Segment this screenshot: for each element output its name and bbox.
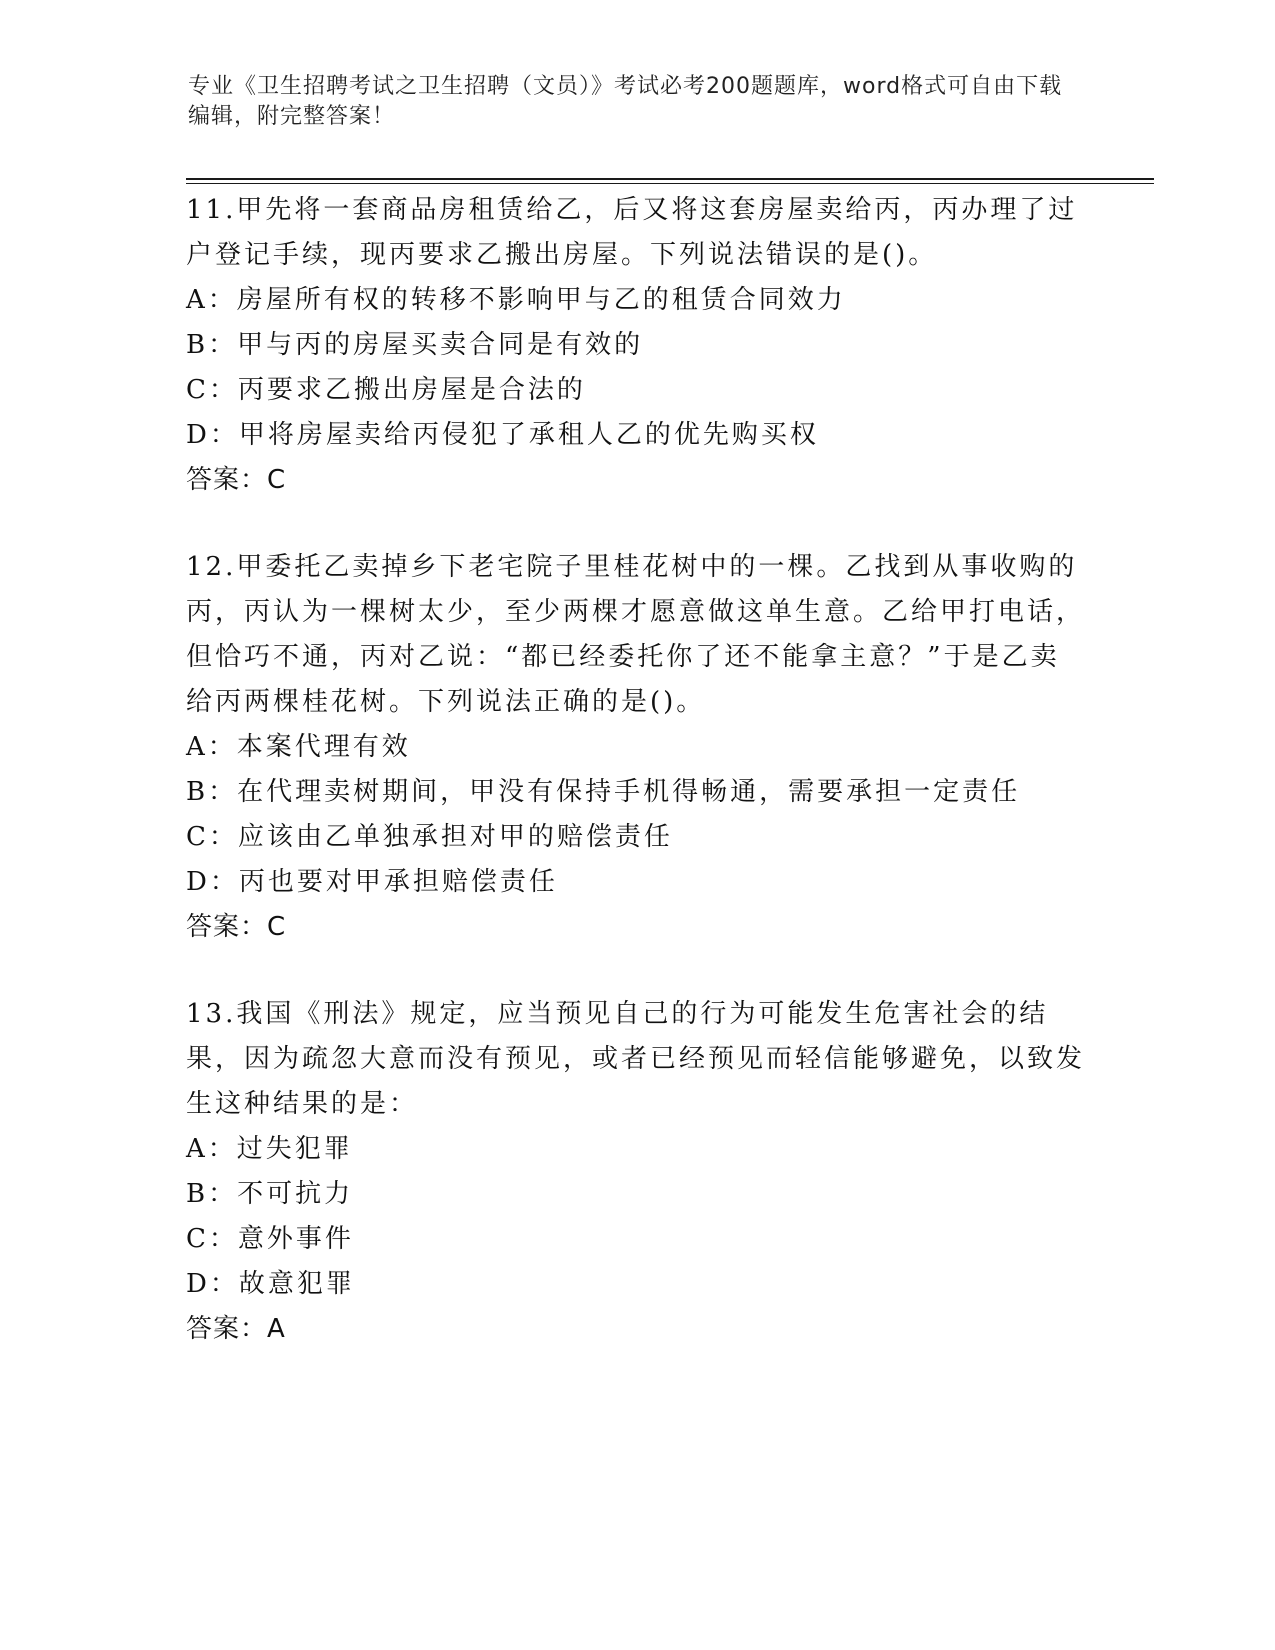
answer: 答案：C <box>186 912 287 942</box>
question-13 <box>186 992 1086 1352</box>
option-c: C：丙要求乙搬出房屋是合法的 <box>186 375 586 405</box>
option-d: D：故意犯罪 <box>186 1269 355 1299</box>
option-d: D：甲将房屋卖给丙侵犯了承租人乙的优先购买权 <box>186 420 819 450</box>
option-d: D：丙也要对甲承担赔偿责任 <box>186 867 558 897</box>
option-a: A：房屋所有权的转移不影响甲与乙的租赁合同效力 <box>186 285 846 315</box>
header-rule-thin <box>186 183 1154 184</box>
option-c: C：应该由乙单独承担对甲的赔偿责任 <box>186 822 673 852</box>
answer: 答案：A <box>186 1314 286 1344</box>
question-stem: 13.我国《刑法》规定，应当预见自己的行为可能发生危害社会的结果，因为疏忽大意而没有预见，或者已经预见而轻信能够避免，以致发生这种结果的是： <box>186 999 1086 1119</box>
option-b: B：在代理卖树期间，甲没有保持手机得畅通，需要承担一定责任 <box>186 777 1021 807</box>
option-c: C：意外事件 <box>186 1224 354 1254</box>
question-stem: 12.甲委托乙卖掉乡下老宅院子里桂花树中的一棵。乙找到从事收购的丙，丙认为一棵树太少，至少两棵才愿意做这单生意。乙给甲打电话，但恰巧不通，丙对乙说：“都已经委托你了还不能拿主意？”于是乙卖给丙两棵桂花树。下列说法正确的是()。 <box>186 552 1086 717</box>
question-stem: 11.甲先将一套商品房租赁给乙，后又将这套房屋卖给丙，丙办理了过户登记手续，现丙要求乙搬出房屋。下列说法错误的是()。 <box>186 195 1078 270</box>
answer: 答案：C <box>186 465 287 495</box>
header-rule-thick <box>186 178 1154 180</box>
question-11 <box>186 188 1086 503</box>
document-header: 专业《卫生招聘考试之卫生招聘（文员）》考试必考200题题库，word格式可自由下载编辑，附完整答案！ <box>188 74 1063 129</box>
option-b: B：甲与丙的房屋买卖合同是有效的 <box>186 330 644 360</box>
question-list <box>186 188 1086 1352</box>
question-12 <box>186 545 1086 950</box>
option-a: A：本案代理有效 <box>186 732 411 762</box>
option-b: B：不可抗力 <box>186 1179 354 1209</box>
option-a: A：过失犯罪 <box>186 1134 353 1164</box>
